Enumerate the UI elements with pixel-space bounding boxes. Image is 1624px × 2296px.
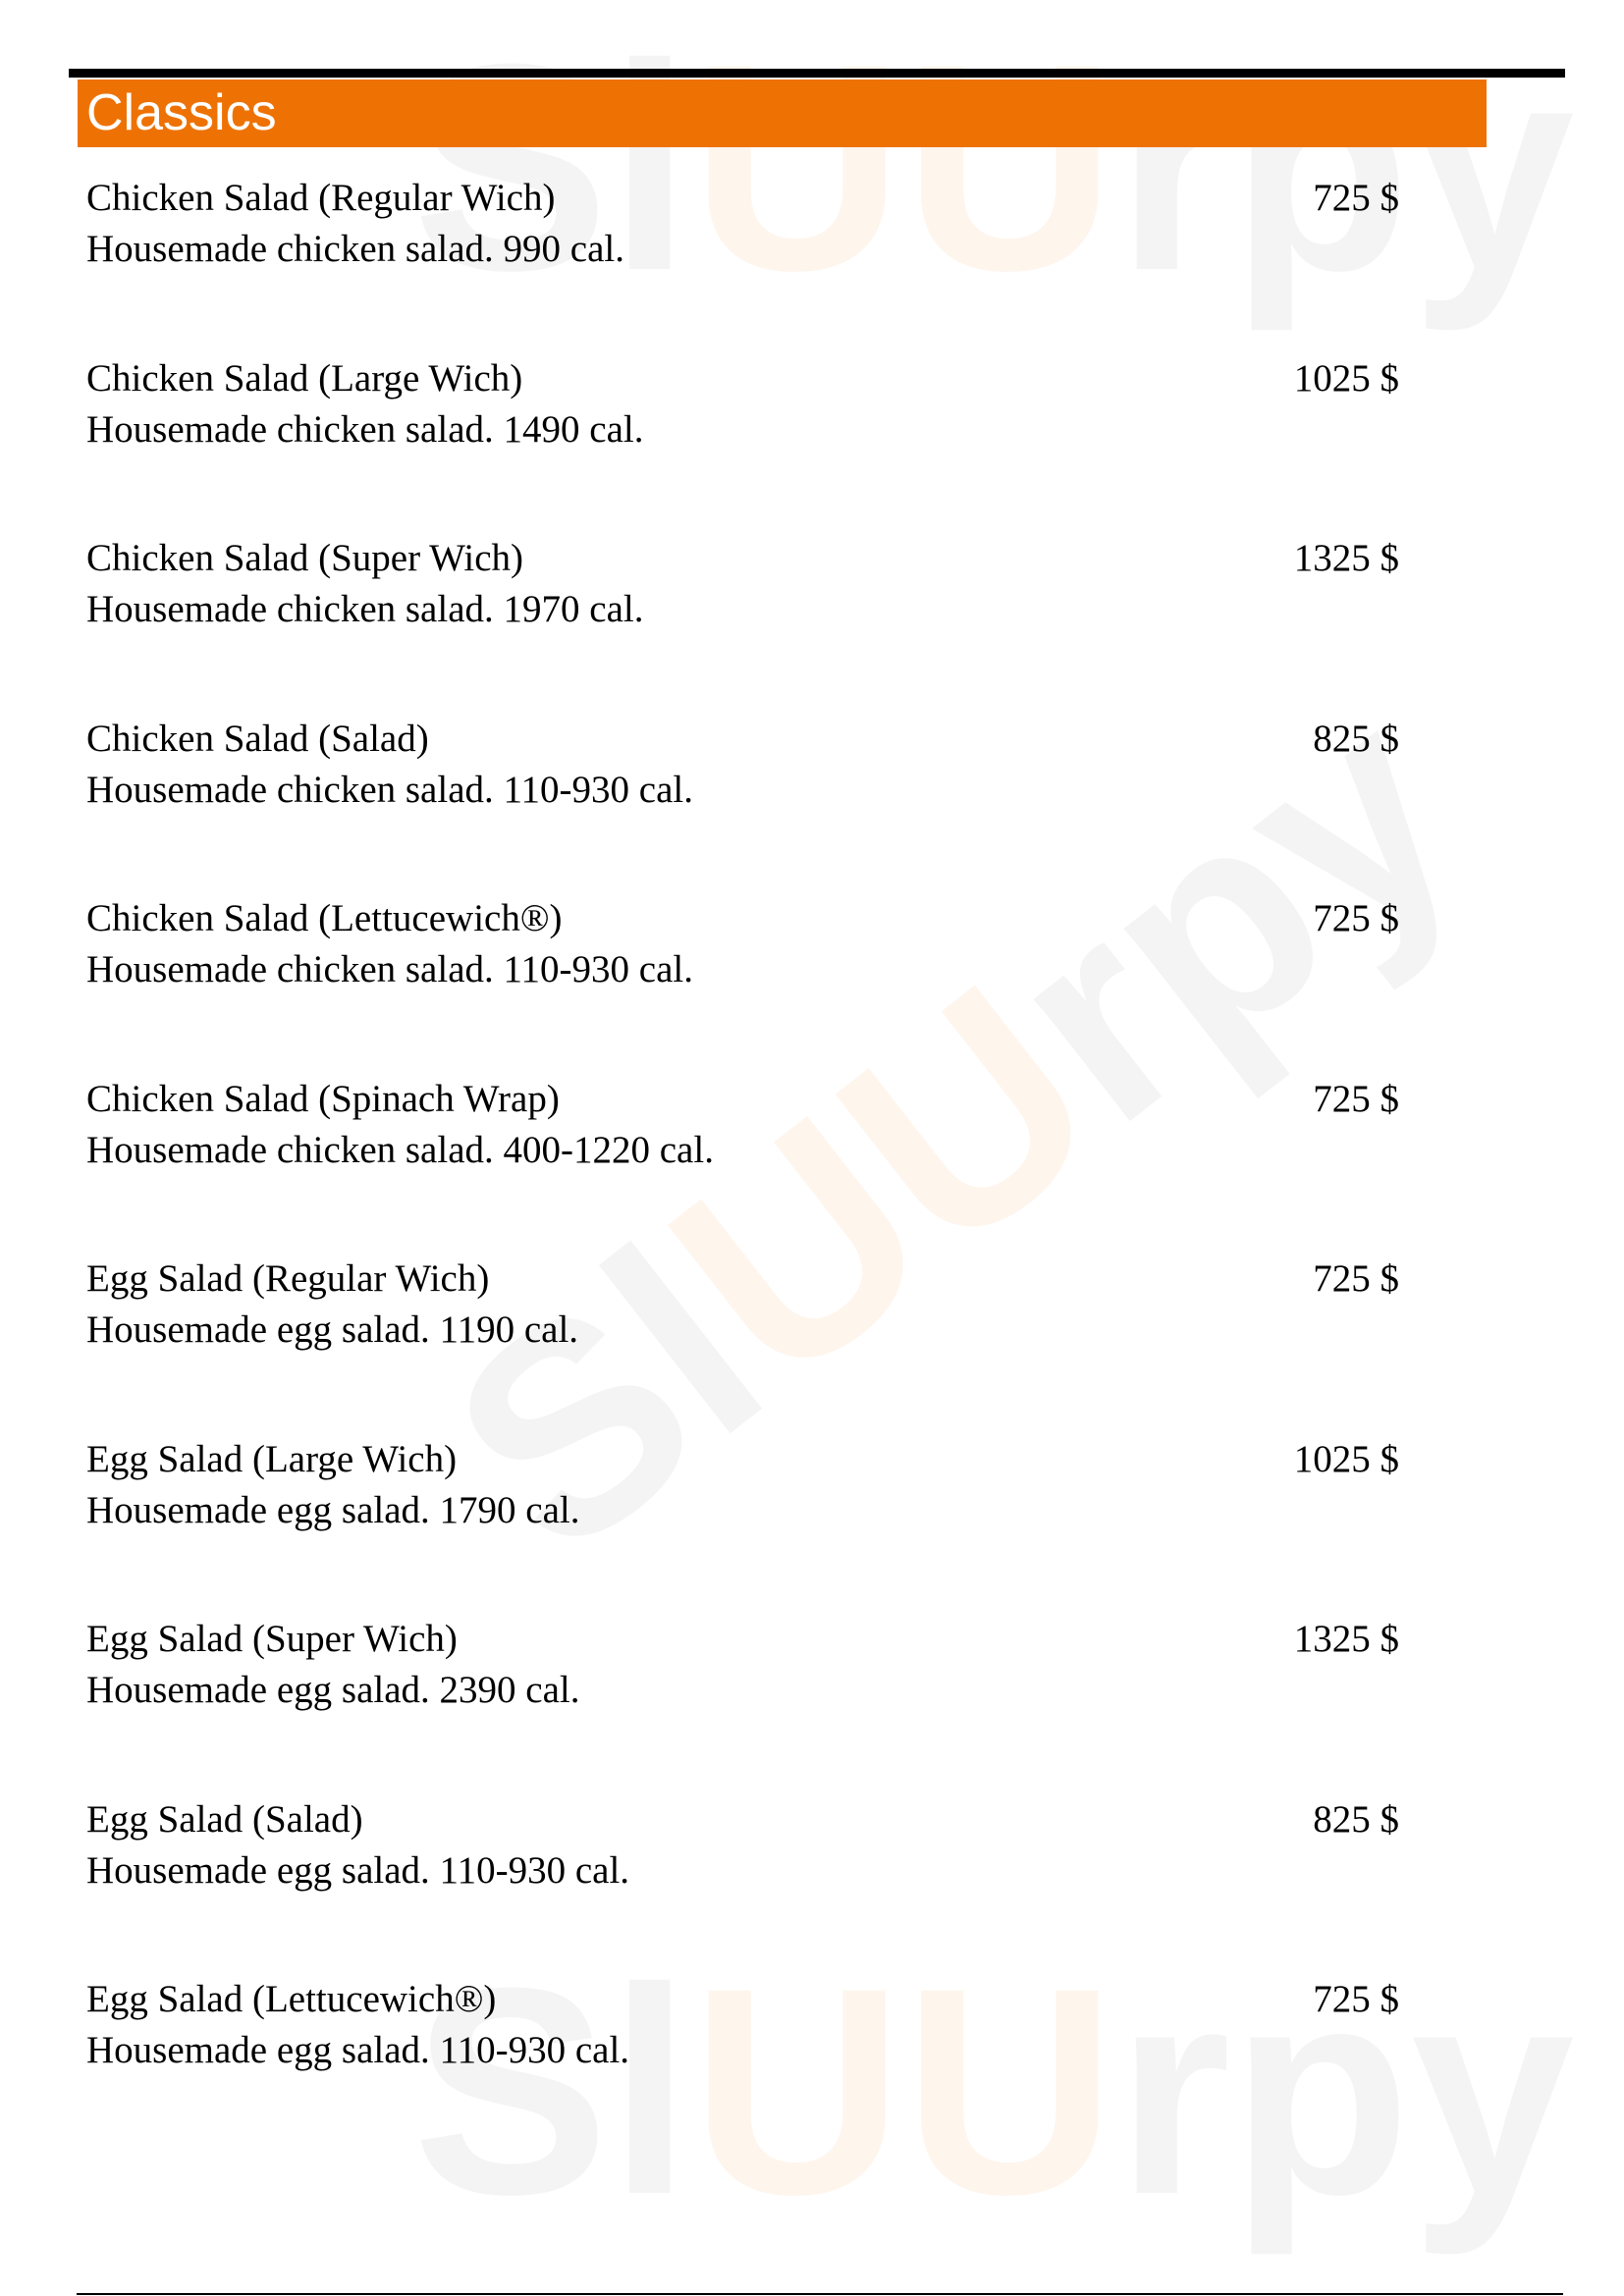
item-description: Housemade egg salad. 2390 cal. bbox=[86, 1669, 580, 1711]
item-description: Housemade chicken salad. 1490 cal. bbox=[86, 407, 644, 451]
watermark-logo-middle: UU bbox=[614, 923, 1153, 1446]
item-name: Chicken Salad (Salad) bbox=[86, 717, 429, 760]
menu-item bbox=[86, 893, 1399, 1074]
item-name: Egg Salad (Super Wich) bbox=[86, 1618, 458, 1660]
menu-list bbox=[86, 173, 1399, 2155]
item-price: 725 $ bbox=[1313, 177, 1399, 219]
menu-item bbox=[86, 714, 1399, 894]
item-description: Housemade chicken salad. 110-930 cal. bbox=[86, 768, 694, 811]
menu-item bbox=[86, 173, 1399, 353]
menu-item bbox=[86, 1974, 1399, 2155]
watermark-logo-top: UU bbox=[690, 2, 1116, 332]
item-name: Egg Salad (Regular Wich) bbox=[86, 1257, 490, 1300]
item-price: 1025 $ bbox=[1293, 356, 1399, 400]
item-description: Housemade chicken salad. 400-1220 cal. bbox=[86, 1128, 714, 1171]
item-name: Egg Salad (Large Wich) bbox=[86, 1437, 458, 1480]
bottom-divider bbox=[77, 2293, 1563, 2295]
item-price: 825 $ bbox=[1313, 717, 1399, 760]
menu-item bbox=[86, 1434, 1399, 1615]
section-header bbox=[78, 80, 1487, 147]
item-name: Egg Salad (Lettucewich®) bbox=[86, 1978, 497, 2020]
menu-item bbox=[86, 1794, 1399, 1975]
item-name: Chicken Salad (Regular Wich) bbox=[86, 177, 556, 219]
item-description: Housemade chicken salad. 990 cal. bbox=[86, 228, 624, 270]
item-description: Housemade egg salad. 110-930 cal. bbox=[86, 2029, 630, 2071]
menu-item bbox=[86, 1614, 1399, 1794]
item-price: 1025 $ bbox=[1293, 1437, 1399, 1480]
item-price: 725 $ bbox=[1313, 1257, 1399, 1300]
item-name: Egg Salad (Salad) bbox=[86, 1797, 363, 1841]
menu-item bbox=[86, 533, 1399, 714]
item-description: Housemade chicken salad. 110-930 cal. bbox=[86, 948, 694, 990]
item-price: 725 $ bbox=[1313, 1077, 1399, 1120]
item-name: Chicken Salad (Lettucewich®) bbox=[86, 897, 563, 939]
item-description: Housemade egg salad. 110-930 cal. bbox=[86, 1848, 630, 1892]
item-price: 1325 $ bbox=[1293, 537, 1399, 579]
watermark-logo-bottom: UU bbox=[690, 1926, 1116, 2256]
item-name: Chicken Salad (Large Wich) bbox=[86, 356, 523, 400]
item-description: Housemade chicken salad. 1970 cal. bbox=[86, 588, 644, 630]
item-price: 1325 $ bbox=[1293, 1618, 1399, 1660]
item-price: 725 $ bbox=[1313, 897, 1399, 939]
item-price: 825 $ bbox=[1313, 1797, 1399, 1841]
menu-item bbox=[86, 353, 1399, 534]
item-name: Chicken Salad (Spinach Wrap) bbox=[86, 1077, 560, 1120]
item-name: Chicken Salad (Super Wich) bbox=[86, 537, 524, 579]
section-title: Classics bbox=[86, 84, 277, 141]
item-description: Housemade egg salad. 1790 cal. bbox=[86, 1488, 580, 1531]
item-price: 725 $ bbox=[1313, 1978, 1399, 2020]
item-description: Housemade egg salad. 1190 cal. bbox=[86, 1308, 579, 1351]
top-divider bbox=[69, 69, 1565, 78]
menu-item bbox=[86, 1254, 1399, 1434]
menu-item bbox=[86, 1074, 1399, 1255]
